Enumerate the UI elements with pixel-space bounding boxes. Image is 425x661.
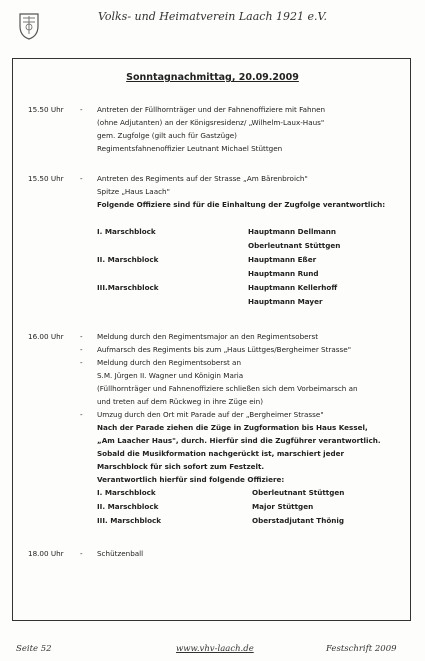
time-1600: 16.00 Uhr: [28, 332, 64, 341]
marschblock-label: I. Marschblock: [97, 227, 156, 236]
marschblock-label: III.Marschblock: [97, 283, 159, 292]
dash: -: [80, 332, 83, 341]
text-line: (Füllhornträger und Fahnenoffiziere schließen sich dem Vorbeimarsch an: [97, 384, 358, 393]
officer-name: Oberleutnant Stüttgen: [248, 241, 341, 250]
dash: -: [80, 345, 83, 354]
marschblock-label: II. Marschblock: [97, 502, 159, 511]
officer-name: Hauptmann Kellerhoff: [248, 283, 338, 292]
officer-name: Hauptmann Rund: [248, 269, 319, 278]
text-line: Meldung durch den Regimentsoberst an: [97, 358, 242, 367]
officer-name: Major Stüttgen: [252, 502, 314, 511]
text-line: Antreten des Regiments auf der Strasse „Am Bärenbroich": [97, 174, 308, 183]
text-line: gem. Zugfolge (gilt auch für Gastzüge): [97, 131, 237, 140]
officer-name: Hauptmann Eßer: [248, 255, 317, 264]
dash: -: [80, 358, 83, 367]
time-1550-a: 15.50 Uhr: [28, 105, 64, 114]
marschblock-label: I. Marschblock: [97, 488, 156, 497]
text-line: Umzug durch den Ort mit Parade auf der „Bergheimer Strasse": [97, 410, 324, 419]
text-line: Marschblock für sich sofort zum Festzelt.: [97, 462, 265, 471]
officer-name: Hauptmann Mayer: [248, 297, 323, 306]
header-title: Volks- und Heimatverein Laach 1921 e.V.: [97, 10, 328, 23]
text-line: Antreten der Füllhornträger und der Fahnenoffiziere mit Fahnen: [97, 105, 326, 114]
time-1800: 18.00 Uhr: [28, 549, 64, 558]
page-number: Seite 52: [16, 644, 52, 654]
marschblock-label: II. Marschblock: [97, 255, 159, 264]
text-line: Sobald die Musikformation nachgerückt ist, marschiert jeder: [97, 449, 345, 458]
text-line: Schützenball: [97, 549, 144, 558]
text-line: „Am Laacher Haus", durch. Hierfür sind die Zugführer verantwortlich.: [97, 436, 381, 445]
text-line: Spitze „Haus Laach": [97, 187, 170, 196]
text-line: (ohne Adjutanten) an der Königsresidenz/ „Wilhelm-Laux-Haus": [97, 118, 325, 127]
officer-name: Hauptmann Dellmann: [248, 227, 336, 236]
text-line: Regimentsfahnenoffizier Leutnant Michael Stüttgen: [97, 144, 283, 153]
text-line: Verantwortlich hierfür sind folgende Offiziere:: [97, 475, 285, 484]
dash: -: [80, 174, 83, 183]
officer-name: Oberstadjutant Thönig: [252, 516, 344, 525]
publication-name: Festschrift 2009: [326, 644, 397, 654]
text-line: Folgende Offiziere sind für die Einhaltung der Zugfolge verantwortlich:: [97, 200, 386, 209]
dash: -: [80, 410, 83, 419]
marschblock-label: III. Marschblock: [97, 516, 162, 525]
text-line: Nach der Parade ziehen die Züge in Zugformation bis Haus Kessel,: [97, 423, 368, 432]
website-link[interactable]: www.vhv-laach.de: [176, 644, 254, 654]
text-line: und treten auf dem Rückweg in ihre Züge ein): [97, 397, 264, 406]
text-line: S.M. Jürgen II. Wagner und Königin Maria: [97, 371, 244, 380]
date-title: Sonntagnachmittag, 20.09.2009: [126, 72, 299, 83]
text-line: Aufmarsch des Regiments bis zum „Haus Lüttges/Bergheimer Strasse": [97, 345, 352, 354]
time-1550-b: 15.50 Uhr: [28, 174, 64, 183]
dash: -: [80, 105, 83, 114]
text-line: Meldung durch den Regimentsmajor an den Regimentsoberst: [97, 332, 319, 341]
dash: -: [80, 549, 83, 558]
officer-name: Oberleutnant Stüttgen: [252, 488, 345, 497]
